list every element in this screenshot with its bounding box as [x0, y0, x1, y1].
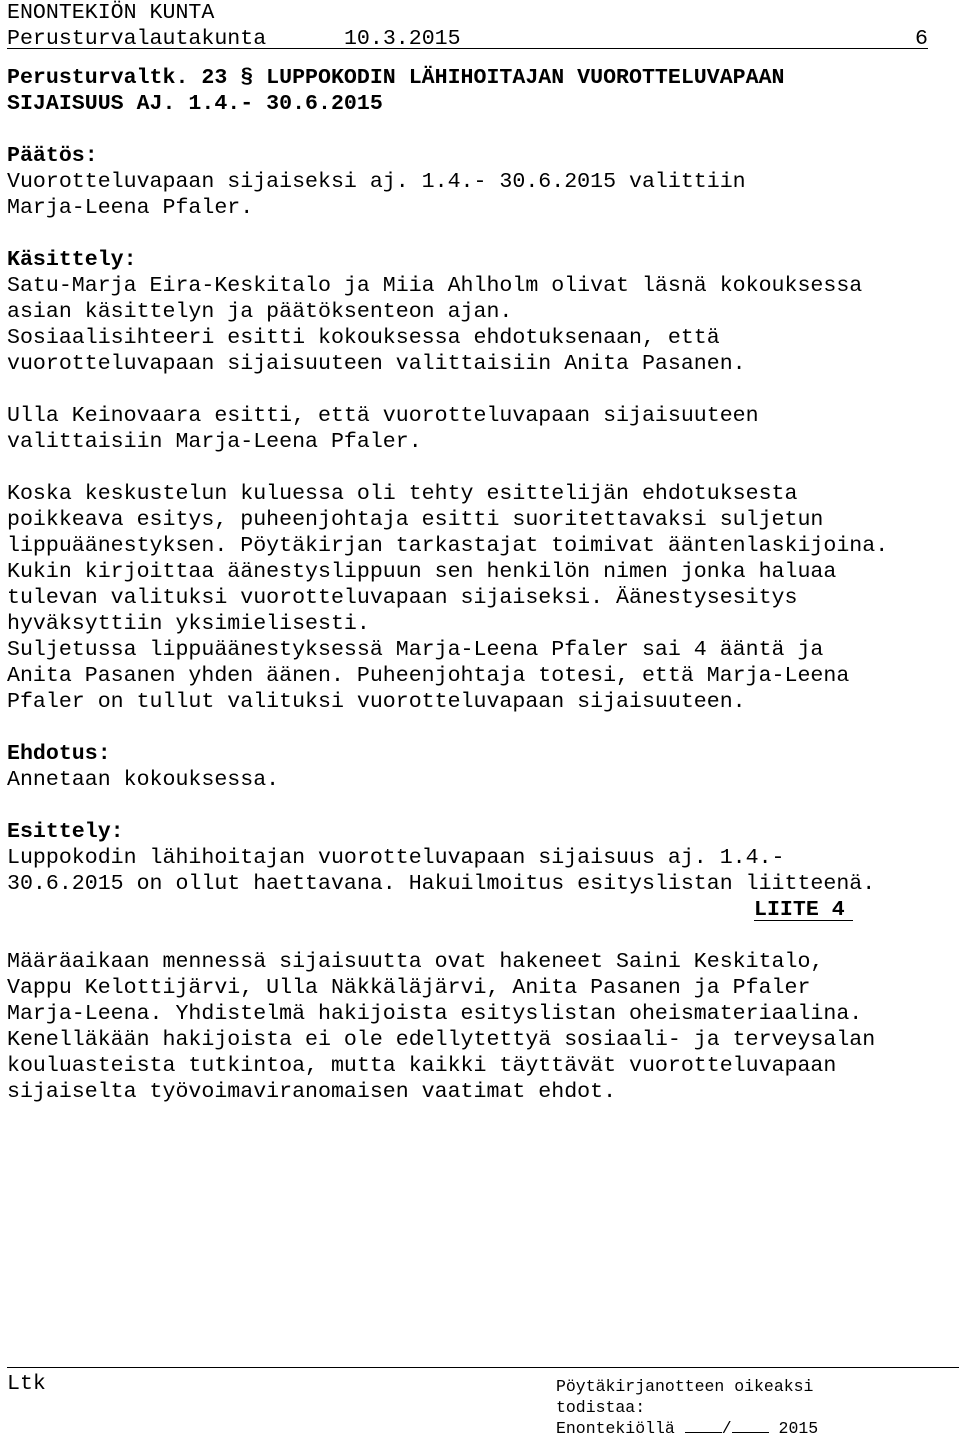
footer-divider — [7, 1367, 959, 1368]
day-blank — [685, 1418, 722, 1433]
section-title-line1: Perusturvaltk. 23 § LUPPOKODIN LÄHIHOITAJAN VUOROTTELUVAPAAN — [7, 66, 785, 90]
certification-place-date — [556, 1418, 818, 1439]
presentation-line: Marja-Leena. Yhdistelmä hakijoista esityslistan oheismateriaalina. — [7, 1002, 863, 1026]
document-body — [7, 65, 957, 1105]
presentation-line: Määräaikaan mennessä sijaisuutta ovat hakeneet Saini Keskitalo, — [7, 950, 824, 974]
attachment-underline — [754, 920, 853, 921]
handling-line: lippuäänestyksen. Pöytäkirjan tarkastajat toimivat ääntenlaskijoina. — [7, 534, 889, 558]
presentation-line: Vappu Kelottijärvi, Ulla Näkkäläjärvi, Anita Pasanen ja Pfaler — [7, 976, 811, 1000]
certification-year: 2015 — [778, 1419, 819, 1438]
presentation-line: sijaiselta työvoimaviranomaisen vaatimat ehdot. — [7, 1080, 617, 1104]
certification-place: Enontekiöllä — [556, 1419, 675, 1438]
proposal-line: Annetaan kokouksessa. — [7, 768, 280, 792]
handling-line: Sosiaalisihteeri esitti kokouksessa ehdotuksenaan, että — [7, 326, 720, 350]
presentation-label: Esittely: — [7, 820, 124, 844]
header-underline — [7, 48, 928, 49]
handling-line: Suljetussa lippuäänestyksessä Marja-Leena Pfaler sai 4 ääntä ja — [7, 638, 824, 662]
handling-line: tulevan valituksi vuorotteluvapaan sijaiseksi. Äänestysesitys — [7, 586, 798, 610]
handling-line: hyväksyttiin yksimielisesti. — [7, 612, 370, 636]
date-separator: / — [721, 1419, 732, 1438]
organization-name: ENONTEKIÖN KUNTA — [7, 1, 215, 25]
handling-line: asian käsittelyn ja päätöksenteon ajan. — [7, 300, 513, 324]
handling-line: valittaisiin Marja-Leena Pfaler. — [7, 430, 422, 454]
attachment-label: LIITE 4 — [754, 898, 845, 922]
handling-line: Ulla Keinovaara esitti, että vuorotteluvapaan sijaisuuteen — [7, 404, 759, 428]
meeting-date: 10.3.2015 — [343, 27, 461, 51]
presentation-line: kouluasteista tutkintoa, mutta kaikki täyttävät vuorotteluvapaan — [7, 1054, 837, 1078]
handling-line: Koska keskustelun kuluessa oli tehty esittelijän ehdotuksesta — [7, 482, 798, 506]
decision-line: Vuorotteluvapaan sijaiseksi aj. 1.4.- 30.6.2015 valittiin — [7, 170, 746, 194]
handling-label: Käsittely: — [7, 248, 137, 272]
handling-line: Pfaler on tullut valituksi vuorotteluvapaan sijaisuuteen. — [7, 690, 746, 714]
attachment-reference — [7, 897, 957, 923]
handling-line: vuorotteluvapaan sijaisuuteen valittaisiin Anita Pasanen. — [7, 352, 746, 376]
footer-board-abbrev: Ltk — [7, 1372, 46, 1396]
header-line — [7, 26, 928, 52]
page-number: 6 — [915, 27, 928, 51]
proposal-label: Ehdotus: — [7, 742, 111, 766]
decision-line: Marja-Leena Pfaler. — [7, 196, 254, 220]
certification-block — [556, 1376, 818, 1439]
handling-line: Satu-Marja Eira-Keskitalo ja Miia Ahlholm olivat läsnä kokouksessa — [7, 274, 863, 298]
decision-label: Päätös: — [7, 144, 98, 168]
board-name: Perusturvalautakunta — [7, 27, 267, 51]
certification-line1: Pöytäkirjanotteen oikeaksi — [556, 1377, 814, 1396]
presentation-line: Kenelläkään hakijoista ei ole edellytettyä sosiaali- ja terveysalan — [7, 1028, 876, 1052]
month-blank — [732, 1418, 769, 1433]
section-title-line2: SIJAISUUS AJ. 1.4.- 30.6.2015 — [7, 92, 383, 116]
handling-line: poikkeava esitys, puheenjohtaja esitti suoritettavaksi suljetun — [7, 508, 824, 532]
presentation-line: 30.6.2015 on ollut haettavana. Hakuilmoitus esityslistan liitteenä. — [7, 872, 876, 896]
presentation-line: Luppokodin lähihoitajan vuorotteluvapaan sijaisuus aj. 1.4.- — [7, 846, 785, 870]
handling-line: Anita Pasanen yhden äänen. Puheenjohtaja totesi, että Marja-Leena — [7, 664, 850, 688]
handling-line: Kukin kirjoittaa äänestyslippuun sen henkilön nimen jonka haluaa — [7, 560, 837, 584]
certification-line2: todistaa: — [556, 1398, 646, 1417]
